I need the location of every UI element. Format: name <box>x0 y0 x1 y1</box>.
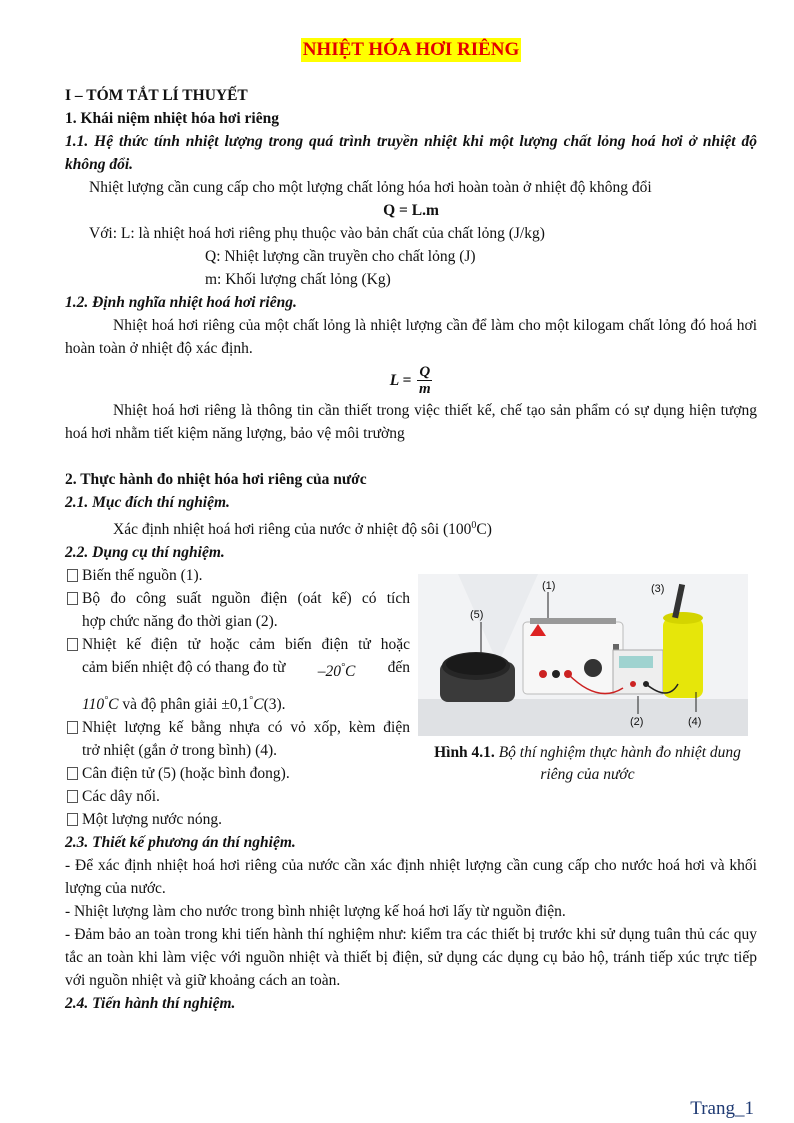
subsection-heading-2-3: 2.3. Thiết kế phương án thí nghiệm. <box>65 834 296 852</box>
caption-label: Hình 4.1. <box>434 744 495 762</box>
purpose-superscript: 0 <box>471 520 477 531</box>
resolution-label: và độ phân giải <box>122 696 218 714</box>
list-item-continuation: trở nhiệt (gắn ở trong bình) (4). <box>82 742 278 760</box>
paragraph-heat: Nhiệt lượng cần cung cấp cho một lượng chất lỏng hóa hơi hoàn toàn ở nhiệt độ không đổi <box>89 179 652 196</box>
range-max: 110°C <box>82 695 119 714</box>
paragraph-design-3: - Đảm bảo an toàn trong khi tiến hành thí nghiệm như: kiểm tra các thiết bị trước khi sử dụng tuân thủ các quy tắc an toàn khi làm việc với nguồn nhiệt và thiết bị điện, sử dụng các dụng cụ bảo hộ, tránh tiếp xúc trực tiếp với nguồn nhiệt và giữ khoảng cách an toàn. <box>65 926 757 990</box>
definition-Q: Q: Nhiệt lượng cần truyền cho chất lỏng (J) <box>205 248 476 265</box>
list-item-text: Bộ đo công suất nguồn điện (oát kế) có tích <box>82 590 410 608</box>
resolution-value: ±0,1°C <box>221 695 264 714</box>
fraction-denominator: m <box>418 381 431 397</box>
list-item <box>65 587 410 610</box>
paragraph-design-2: - Nhiệt lượng làm cho nước trong bình nhiệt lượng kế hoá hơi lấy từ nguồn điện. <box>65 903 566 921</box>
definition-m: m: Khối lượng chất lỏng (Kg) <box>205 271 391 288</box>
checkbox-glyph-icon <box>67 721 78 734</box>
subsection-heading-1-2: 1.2. Định nghĩa nhiệt hoá hơi riêng. <box>65 294 297 311</box>
checkbox-glyph-icon <box>67 638 78 651</box>
figure-caption <box>418 742 757 786</box>
power-supply-icon <box>523 618 623 694</box>
equipment-list <box>65 564 410 831</box>
checkbox-glyph-icon <box>67 813 78 826</box>
range-text: cảm biến nhiệt độ có thang đo từ <box>82 659 286 677</box>
range-to: đến <box>387 659 410 677</box>
resolution-suffix: (3). <box>263 696 286 714</box>
subsection-heading-1-1: 1.1. Hệ thức tính nhiệt lượng trong quá trình truyền nhiệt khi một lượng chất lỏng hoá hơi ở nhiệt độ không đổi. <box>65 133 757 173</box>
equipment-section <box>65 564 757 831</box>
purpose-text: Xác định nhiệt hoá hơi riêng của nước ở nhiệt độ sôi (100 <box>113 521 472 539</box>
list-item <box>65 762 410 785</box>
subsection-heading-2-4: 2.4. Tiến hành thí nghiệm. <box>65 995 236 1013</box>
label-1: (1) <box>541 580 556 593</box>
list-item-text: Biến thế nguồn (1). <box>82 567 203 585</box>
title-wrap <box>65 38 757 62</box>
paragraph-purpose <box>65 514 757 541</box>
list-item <box>65 785 410 808</box>
checkbox-glyph-icon <box>67 767 78 780</box>
formula-l-q-over-m <box>65 364 757 397</box>
list-item-continuation <box>65 689 410 716</box>
spacer <box>65 445 757 468</box>
list-item <box>65 633 410 656</box>
section-heading-2: 2. Thực hành đo nhiệt hóa hơi riêng của nước <box>65 471 367 488</box>
formula-q-lm: Q = L.m <box>383 202 439 219</box>
fraction <box>417 364 432 397</box>
list-item-continuation <box>65 656 410 683</box>
equipment-illustration <box>418 574 748 736</box>
list-item <box>65 564 410 587</box>
section-heading-1: I – TÓM TẮT LÍ THUYẾT <box>65 87 248 104</box>
page-number: Trang_1 <box>690 1098 754 1119</box>
scale-icon <box>440 652 515 702</box>
checkbox-glyph-icon <box>67 790 78 803</box>
paragraph-design-1: - Để xác định nhiệt hoá hơi riêng của nước cần xác định nhiệt lượng cần cung cấp cho nước hoá hơi và khối lượng của nước. <box>65 857 757 898</box>
list-item-continuation: hợp chức năng đo thời gian (2). <box>82 613 278 631</box>
subsection-heading-1: 1. Khái niệm nhiệt hóa hơi riêng <box>65 110 279 127</box>
label-3: (3) <box>650 583 665 596</box>
paragraph-definition: Nhiệt hoá hơi riêng của một chất lỏng là nhiệt lượng cần để làm cho một kilogam chất lỏng đó hoá hơi hoàn toàn ở nhiệt độ xác định. <box>65 317 757 357</box>
list-item-text: Các dây nối. <box>82 788 160 806</box>
list-item-text: Cân điện tử (5) (hoặc bình đong). <box>82 765 290 783</box>
wattmeter-icon <box>613 650 663 694</box>
label-4: (4) <box>687 716 702 729</box>
list-item-text: Một lượng nước nóng. <box>82 811 222 829</box>
subsection-heading-2-1: 2.1. Mục đích thí nghiệm. <box>65 494 230 511</box>
definition-L: Với: L: là nhiệt hoá hơi riêng phụ thuộc vào bản chất của chất lỏng (J/kg) <box>89 225 545 242</box>
label-5: (5) <box>469 609 484 622</box>
formula-lhs: L = <box>389 371 412 389</box>
list-item-text: Nhiệt kế điện tử hoặc cảm biến điện tử hoặc <box>82 636 410 654</box>
paragraph-application: Nhiệt hoá hơi riêng là thông tin cần thiết trong việc thiết kế, chế tạo sản phẩm có sự dụng hiện tượng hoá hơi nhằm tiết kiệm năng lượng, bảo vệ môi trường <box>65 402 757 442</box>
document-page <box>65 0 757 1015</box>
range-min: –20°C <box>317 662 356 681</box>
fraction-numerator: Q <box>419 364 431 380</box>
equipment-photo <box>418 574 748 736</box>
figure <box>418 574 757 831</box>
label-2: (2) <box>629 716 644 729</box>
subsection-heading-2-2: 2.2. Dụng cụ thí nghiệm. <box>65 544 225 562</box>
list-item-text: Nhiệt lượng kế bằng nhựa có vỏ xốp, kèm điện <box>82 719 410 737</box>
list-item <box>65 716 410 739</box>
caption-text: Bộ thí nghiệm thực hành đo nhiệt dung riêng của nước <box>498 744 741 784</box>
checkbox-glyph-icon <box>67 592 78 605</box>
list-item <box>65 808 410 831</box>
checkbox-glyph-icon <box>67 569 78 582</box>
purpose-suffix: C) <box>476 521 492 539</box>
document-title: NHIỆT HÓA HƠI RIÊNG <box>302 39 520 60</box>
